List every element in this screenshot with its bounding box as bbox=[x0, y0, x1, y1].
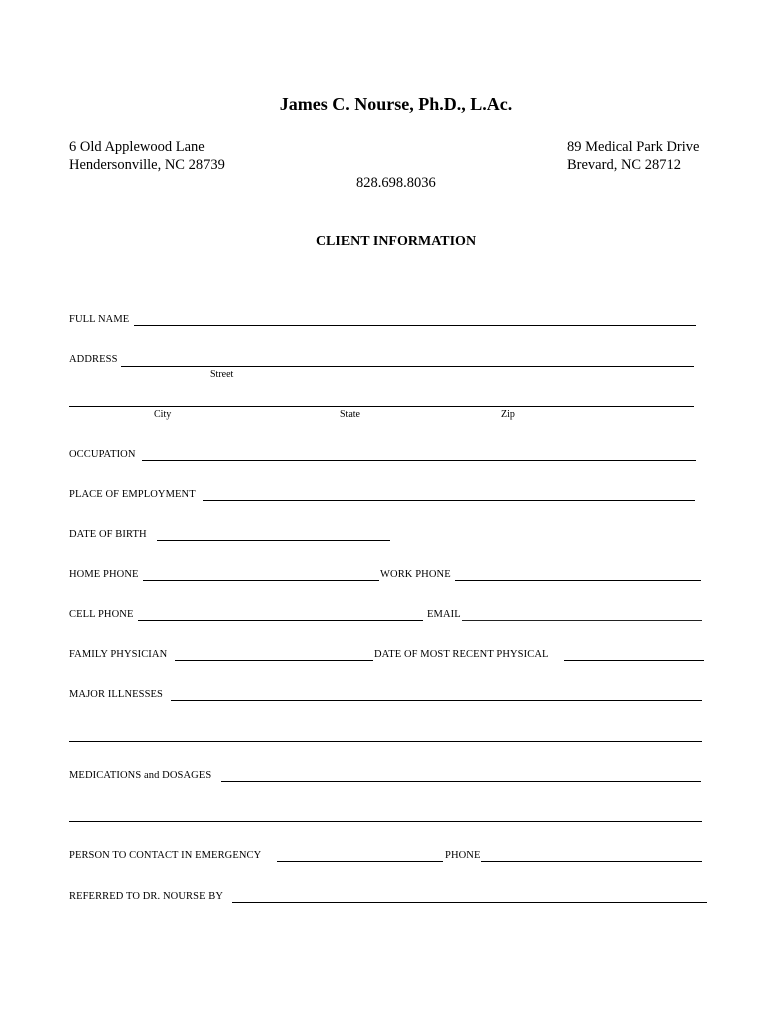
date-of-birth-field[interactable] bbox=[157, 540, 390, 541]
full-name-label: FULL NAME bbox=[69, 314, 130, 325]
medications-label: MEDICATIONS and DOSAGES bbox=[69, 770, 212, 781]
emergency-phone-label: PHONE bbox=[445, 850, 481, 861]
occupation-field[interactable] bbox=[142, 460, 696, 461]
employment-field[interactable] bbox=[203, 500, 695, 501]
left-address-line2: Hendersonville, NC 28739 bbox=[69, 157, 225, 173]
email-field[interactable] bbox=[462, 620, 702, 621]
cell-phone-label: CELL PHONE bbox=[69, 609, 134, 620]
street-sublabel: Street bbox=[210, 369, 234, 380]
date-of-birth-label: DATE OF BIRTH bbox=[69, 529, 147, 540]
phone-number: 828.698.8036 bbox=[356, 175, 436, 191]
form-title: CLIENT INFORMATION bbox=[315, 234, 477, 249]
work-phone-label: WORK PHONE bbox=[380, 569, 451, 580]
medications-field[interactable] bbox=[221, 781, 701, 782]
occupation-label: OCCUPATION bbox=[69, 449, 136, 460]
right-address-line1: 89 Medical Park Drive bbox=[567, 139, 700, 155]
major-illnesses-label: MAJOR ILLNESSES bbox=[69, 689, 163, 700]
address-city-state-zip-field[interactable] bbox=[69, 406, 694, 407]
full-name-field[interactable] bbox=[134, 325, 696, 326]
recent-physical-field[interactable] bbox=[564, 660, 704, 661]
family-physician-field[interactable] bbox=[175, 660, 373, 661]
cell-phone-field[interactable] bbox=[138, 620, 423, 621]
referred-by-field[interactable] bbox=[232, 902, 707, 903]
major-illnesses-field-2[interactable] bbox=[69, 741, 702, 742]
home-phone-label: HOME PHONE bbox=[69, 569, 139, 580]
referred-by-label: REFERRED TO DR. NOURSE BY bbox=[69, 891, 224, 902]
left-address-line1: 6 Old Applewood Lane bbox=[69, 139, 205, 155]
major-illnesses-field[interactable] bbox=[171, 700, 702, 701]
zip-sublabel: Zip bbox=[501, 409, 515, 420]
emergency-contact-label: PERSON TO CONTACT IN EMERGENCY bbox=[69, 850, 262, 861]
state-sublabel: State bbox=[340, 409, 360, 420]
medications-field-2[interactable] bbox=[69, 821, 702, 822]
page-title: James C. Nourse, Ph.D., L.Ac. bbox=[279, 94, 513, 114]
address-label: ADDRESS bbox=[69, 354, 118, 365]
employment-label: PLACE OF EMPLOYMENT bbox=[69, 489, 196, 500]
address-street-field[interactable] bbox=[121, 366, 694, 367]
home-phone-field[interactable] bbox=[143, 580, 379, 581]
work-phone-field[interactable] bbox=[455, 580, 701, 581]
emergency-phone-field[interactable] bbox=[481, 861, 702, 862]
email-label: EMAIL bbox=[427, 609, 461, 620]
family-physician-label: FAMILY PHYSICIAN bbox=[69, 649, 168, 660]
emergency-contact-field[interactable] bbox=[277, 861, 443, 862]
city-sublabel: City bbox=[154, 409, 172, 420]
right-address-line2: Brevard, NC 28712 bbox=[567, 157, 681, 173]
recent-physical-label: DATE OF MOST RECENT PHYSICAL bbox=[374, 649, 549, 660]
